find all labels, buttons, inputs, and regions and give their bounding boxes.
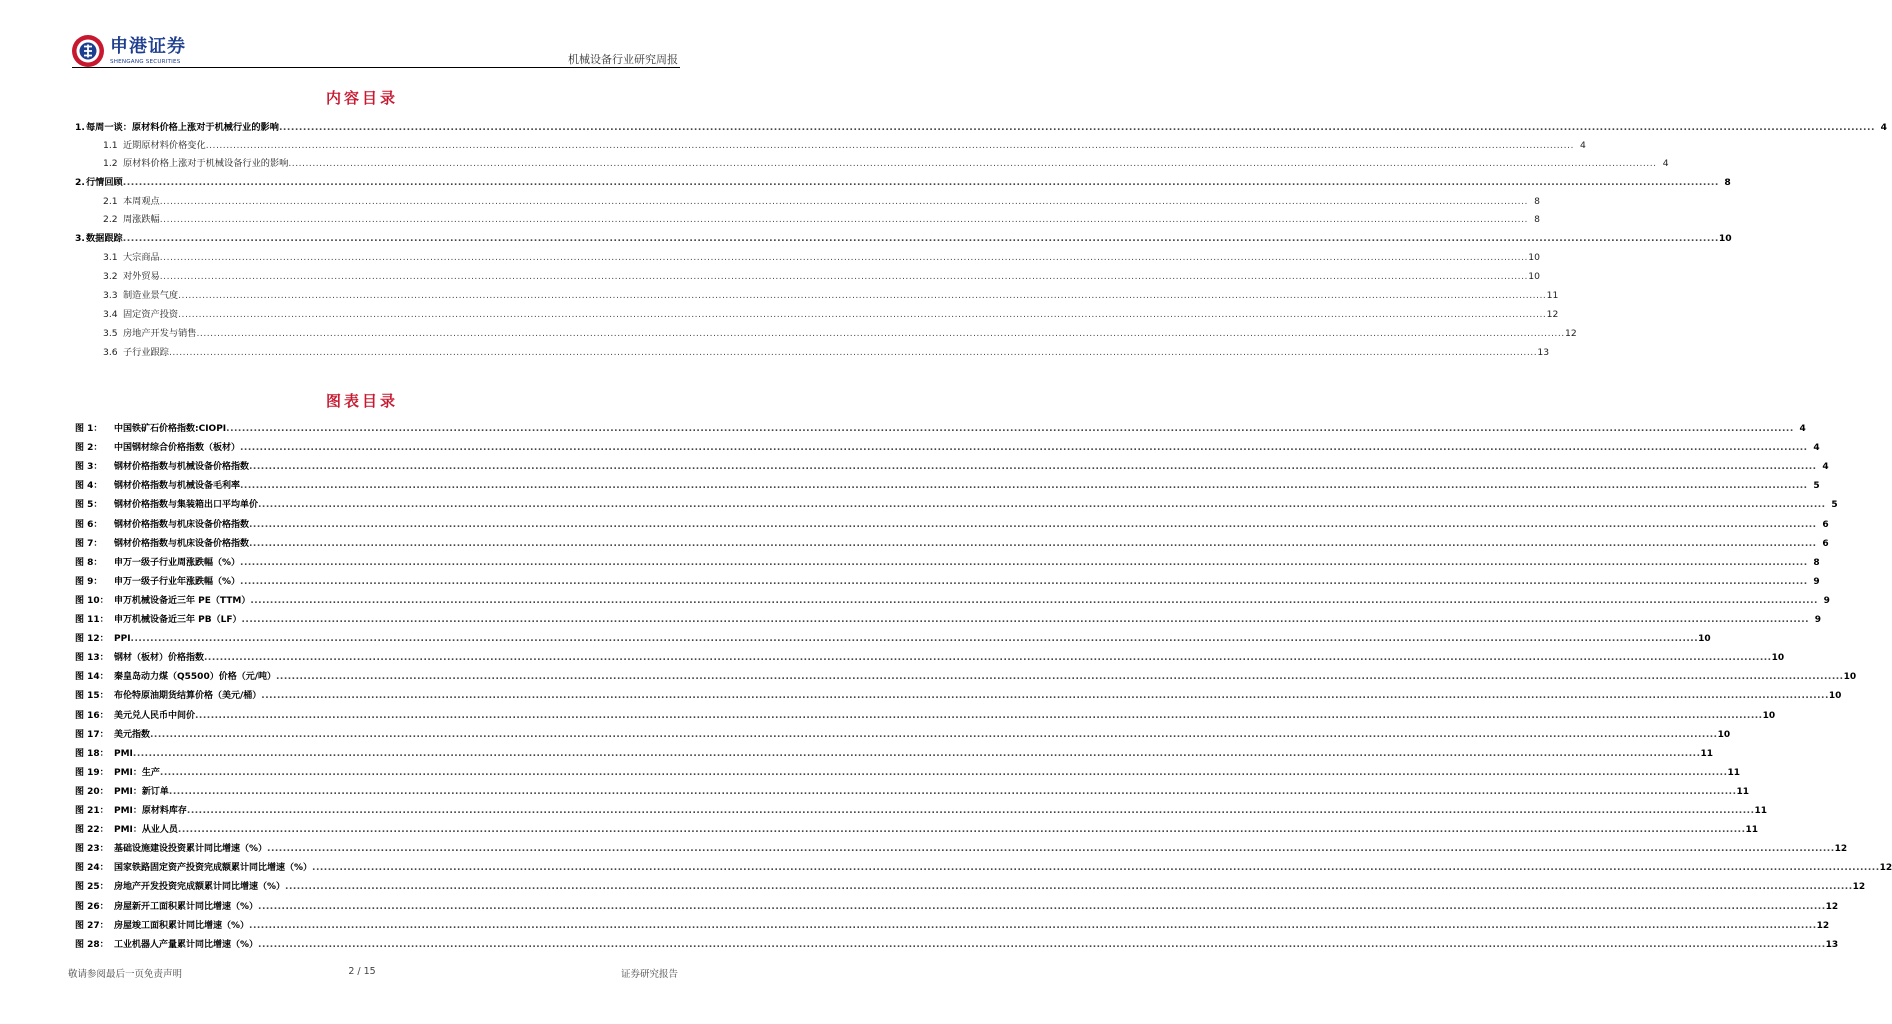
entry-number: 3.6: [103, 347, 118, 358]
toc-chapter-entry[interactable]: [75, 119, 1888, 133]
entry-number: 3.5: [103, 328, 118, 339]
entry-number: 图 13：: [75, 653, 109, 664]
entry-title: 中国钢材综合价格指数（板材）: [114, 443, 241, 454]
dot-leader: ................................................................................................................................................................................................................................................................................................................................................................................................................: [168, 786, 1737, 797]
entry-title: 子行业跟踪: [123, 347, 169, 358]
entry-page: 11: [1727, 767, 1741, 778]
entry-number: 图 3：: [75, 462, 103, 473]
figure-entry[interactable]: [75, 765, 1741, 779]
entry-page: 11: [1754, 806, 1768, 816]
entry-page: 10: [1528, 271, 1540, 282]
dot-leader: ................................................................................................................................................................................................................................................................................................................................................................................................................: [285, 882, 1853, 893]
figures-title: 图表目录: [325, 392, 398, 410]
company-name-en: SHENGANG SECURITIES: [110, 59, 181, 65]
entry-number: 图 27：: [75, 920, 109, 931]
dot-leader: ................................................................................................................................................................................................................................................................................................................................................................................................................: [312, 863, 1880, 874]
entry-page: 4: [1822, 462, 1829, 473]
entry-number: 2.: [75, 177, 85, 188]
entry-title: 周涨跌幅: [123, 214, 160, 225]
entry-page: 12: [1825, 901, 1839, 912]
entry-number: 3.3: [103, 290, 118, 301]
entry-number: 图 11：: [75, 615, 109, 625]
toc-section-entry[interactable]: [103, 249, 1540, 263]
figure-entry[interactable]: [75, 593, 1830, 607]
dot-leader: ................................................................................................................................................................................................................................................................................................................................................................................................................: [159, 767, 1728, 778]
entry-page: 8: [1724, 177, 1731, 188]
entry-title: 本周观点: [123, 196, 160, 207]
entry-page: 12: [1816, 920, 1830, 931]
figure-entry[interactable]: [75, 536, 1829, 550]
dot-leader: ................................................................................................................................................................................................................................................................................................................................................................................................................: [249, 538, 1817, 549]
dot-leader: ................................................................................................................................................................................................................................................................................................................................................................................................................: [122, 233, 1719, 244]
dot-leader: ................................................................................................................................................................................................................................................................................................................................................................................................................: [159, 214, 1528, 225]
entry-number: 图 24：: [75, 863, 109, 874]
dot-leader: ................................................................................................................................................................................................................................................................................................................................................................................................................: [150, 729, 1718, 740]
dot-leader: ................................................................................................................................................................................................................................................................................................................................................................................................................: [159, 196, 1528, 207]
entry-title: 申万一级子行业周涨跌幅（%）: [114, 557, 241, 568]
entry-page: 4: [1799, 424, 1806, 434]
dot-leader: ................................................................................................................................................................................................................................................................................................................................................................................................................: [178, 290, 1547, 301]
entry-page: 6: [1822, 519, 1829, 530]
entry-title: PMI：新订单: [114, 786, 169, 797]
toc-section-entry[interactable]: [103, 137, 1586, 151]
entry-page: 10: [1843, 672, 1857, 683]
dot-leader: ................................................................................................................................................................................................................................................................................................................................................................................................................: [258, 500, 1826, 511]
entry-page: 11: [1745, 825, 1759, 836]
entry-page: 10: [1698, 634, 1711, 645]
company-name: 申港证券: [110, 36, 186, 57]
entry-number: 图 26：: [75, 901, 109, 912]
dot-leader: ................................................................................................................................................................................................................................................................................................................................................................................................................: [240, 481, 1808, 492]
entry-title: PMI：原材料库存: [114, 806, 187, 816]
figure-entry[interactable]: [75, 612, 1822, 626]
entry-title: PMI: [114, 748, 133, 759]
entry-title: 行情回顾: [86, 177, 123, 188]
entry-page: 12: [1852, 882, 1866, 893]
report-type: 证券研究报告: [620, 969, 678, 980]
dot-leader: ................................................................................................................................................................................................................................................................................................................................................................................................................: [278, 122, 1876, 133]
entry-number: 图 20：: [75, 786, 109, 797]
dot-leader: ................................................................................................................................................................................................................................................................................................................................................................................................................: [132, 748, 1701, 759]
figure-entry[interactable]: [75, 708, 1776, 722]
figure-entry[interactable]: [75, 879, 1866, 893]
entry-title: 大宗商品: [123, 252, 160, 263]
entry-page: 12: [1879, 863, 1892, 874]
entry-page: 10: [1771, 653, 1785, 664]
dot-leader: ................................................................................................................................................................................................................................................................................................................................................................................................................: [267, 844, 1835, 855]
entry-title: 原材料价格上涨对于机械设备行业的影响: [123, 158, 289, 169]
entry-number: 3.1: [103, 252, 118, 263]
entry-number: 图 7：: [75, 538, 103, 549]
entry-title: 每周一谈：原材料价格上涨对于机械行业的影响: [86, 122, 279, 133]
toc-section-entry[interactable]: [103, 306, 1559, 320]
toc-section-entry[interactable]: [103, 325, 1577, 339]
entry-title: PPI: [114, 634, 131, 645]
dot-leader: ................................................................................................................................................................................................................................................................................................................................................................................................................: [130, 634, 1699, 645]
toc-section-entry[interactable]: [103, 211, 1540, 225]
entry-title: 美元指数: [114, 729, 151, 740]
entry-page: 10: [1718, 233, 1732, 244]
dot-leader: ................................................................................................................................................................................................................................................................................................................................................................................................................: [204, 653, 1772, 664]
dot-leader: ................................................................................................................................................................................................................................................................................................................................................................................................................: [186, 806, 1755, 816]
figure-entry[interactable]: [75, 746, 1714, 760]
entry-title: 钢材价格指数与机械设备价格指数: [114, 462, 250, 473]
entry-page: 10: [1528, 252, 1540, 263]
entry-number: 1.: [75, 122, 85, 133]
entry-number: 3.2: [103, 271, 118, 282]
entry-number: 3.: [75, 233, 85, 244]
company-logo-icon: [71, 34, 105, 68]
dot-leader: ................................................................................................................................................................................................................................................................................................................................................................................................................: [195, 710, 1763, 721]
dot-leader: ................................................................................................................................................................................................................................................................................................................................................................................................................: [177, 825, 1746, 836]
header-divider: [72, 67, 680, 68]
entry-page: 8: [1534, 196, 1540, 207]
figure-entry[interactable]: [75, 459, 1829, 473]
entry-number: 图 17：: [75, 729, 109, 740]
entry-title: 近期原材料价格变化: [123, 140, 206, 151]
dot-leader: ................................................................................................................................................................................................................................................................................................................................................................................................................: [168, 347, 1538, 358]
entry-title: 对外贸易: [123, 271, 160, 282]
figure-entry[interactable]: [75, 688, 1842, 702]
entry-title: 房地产开发与销售: [123, 328, 197, 339]
entry-page: 5: [1813, 481, 1820, 492]
entry-title: 钢材价格指数与机械设备毛利率: [114, 481, 241, 492]
entry-number: 图 19：: [75, 767, 109, 778]
entry-number: 3.4: [103, 309, 118, 320]
entry-title: PMI：生产: [114, 767, 160, 778]
entry-number: 图 10：: [75, 595, 109, 606]
entry-page: 9: [1813, 576, 1820, 587]
toc-section-entry[interactable]: [103, 155, 1669, 169]
dot-leader: ................................................................................................................................................................................................................................................................................................................................................................................................................: [261, 691, 1829, 702]
entry-number: 2.1: [103, 196, 118, 207]
entry-page: 12: [1564, 328, 1577, 339]
toc-section-entry[interactable]: [103, 287, 1559, 301]
entry-title: 中国铁矿石价格指数:CIOPI: [114, 424, 227, 434]
figure-entry[interactable]: [75, 822, 1759, 836]
figure-entry[interactable]: [75, 440, 1820, 454]
entry-page: 12: [1546, 309, 1559, 320]
entry-title: 国家铁路固定资产投资完成额累计同比增速（%）: [114, 863, 313, 874]
figure-entry[interactable]: [75, 841, 1848, 855]
figure-entry[interactable]: [75, 784, 1750, 798]
entry-page: 10: [1762, 710, 1776, 721]
toc-section-entry[interactable]: [103, 193, 1540, 207]
entry-page: 10: [1717, 729, 1731, 740]
dot-leader: ................................................................................................................................................................................................................................................................................................................................................................................................................: [258, 939, 1826, 950]
dot-leader: ................................................................................................................................................................................................................................................................................................................................................................................................................: [196, 328, 1565, 339]
figure-entry[interactable]: [75, 650, 1785, 664]
toc-chapter-entry[interactable]: [75, 174, 1731, 188]
dot-leader: ................................................................................................................................................................................................................................................................................................................................................................................................................: [249, 462, 1817, 473]
contents-title: 内容目录: [325, 89, 398, 107]
entry-number: 图 22：: [75, 825, 109, 836]
page-number: 2 / 15: [348, 966, 376, 977]
entry-title: 制造业景气度: [123, 290, 179, 301]
entry-page: 10: [1828, 691, 1842, 702]
figure-entry[interactable]: [75, 574, 1820, 588]
entry-title: 申万机械设备近三年 PB（LF）: [114, 615, 242, 625]
entry-number: 图 18：: [75, 748, 109, 759]
entry-number: 图 1：: [75, 424, 103, 434]
entry-title: 钢材价格指数与集装箱出口平均单价: [114, 500, 259, 511]
figure-entry[interactable]: [75, 860, 1892, 874]
entry-title: 布伦特原油期货结算价格（美元/桶）: [114, 691, 262, 702]
entry-title: 秦皇岛动力煤（Q5500）价格（元/吨）: [114, 672, 276, 683]
entry-page: 4: [1662, 158, 1669, 169]
entry-title: 数据跟踪: [86, 233, 123, 244]
dot-leader: ................................................................................................................................................................................................................................................................................................................................................................................................................: [250, 595, 1818, 606]
toc-chapter-entry[interactable]: [75, 230, 1732, 244]
dot-leader: ................................................................................................................................................................................................................................................................................................................................................................................................................: [240, 576, 1808, 587]
entry-number: 1.1: [103, 140, 118, 151]
entry-number: 图 28：: [75, 939, 109, 950]
figure-entry[interactable]: [75, 727, 1731, 741]
entry-number: 图 14：: [75, 672, 109, 683]
entry-page: 8: [1813, 557, 1820, 568]
dot-leader: ................................................................................................................................................................................................................................................................................................................................................................................................................: [240, 557, 1808, 568]
dot-leader: ................................................................................................................................................................................................................................................................................................................................................................................................................: [241, 615, 1810, 625]
entry-title: 基础设施建设投资累计同比增速（%）: [114, 844, 268, 855]
entry-page: 13: [1537, 347, 1550, 358]
entry-page: 11: [1700, 748, 1714, 759]
figure-entry[interactable]: [75, 421, 1806, 435]
entry-page: 13: [1825, 939, 1839, 950]
entry-number: 图 5：: [75, 500, 103, 511]
entry-number: 图 2：: [75, 443, 103, 454]
entry-number: 1.2: [103, 158, 118, 169]
entry-number: 图 15：: [75, 691, 109, 702]
dot-leader: ................................................................................................................................................................................................................................................................................................................................................................................................................: [178, 309, 1547, 320]
entry-title: 钢材（板材）价格指数: [114, 653, 205, 664]
dot-leader: ................................................................................................................................................................................................................................................................................................................................................................................................................: [159, 252, 1528, 263]
entry-page: 11: [1736, 786, 1750, 797]
entry-number: 图 12：: [75, 634, 109, 645]
figure-entry[interactable]: [75, 937, 1839, 951]
figure-entry[interactable]: [75, 803, 1768, 817]
dot-leader: ................................................................................................................................................................................................................................................................................................................................................................................................................: [159, 271, 1528, 282]
figure-entry[interactable]: [75, 669, 1857, 683]
entry-title: PMI：从业人员: [114, 825, 178, 836]
entry-page: 9: [1814, 615, 1822, 625]
entry-page: 4: [1580, 140, 1586, 151]
entry-page: 5: [1831, 500, 1838, 511]
entry-page: 6: [1822, 538, 1829, 549]
entry-title: 钢材价格指数与机床设备价格指数: [114, 519, 250, 530]
entry-page: 12: [1834, 844, 1848, 855]
dot-leader: ................................................................................................................................................................................................................................................................................................................................................................................................................: [288, 158, 1657, 169]
entry-title: 房屋竣工面积累计同比增速（%）: [114, 920, 250, 931]
figure-entry[interactable]: [75, 899, 1839, 913]
entry-title: 钢材价格指数与机床设备价格指数: [114, 538, 250, 549]
figure-entry[interactable]: [75, 517, 1829, 531]
entry-number: 图 21：: [75, 806, 109, 816]
entry-page: 4: [1880, 122, 1888, 133]
dot-leader: ................................................................................................................................................................................................................................................................................................................................................................................................................: [249, 519, 1817, 530]
dot-leader: ................................................................................................................................................................................................................................................................................................................................................................................................................: [240, 443, 1808, 454]
figure-entry[interactable]: [75, 478, 1820, 492]
toc-section-entry[interactable]: [103, 268, 1540, 282]
entry-number: 2.2: [103, 214, 118, 225]
entry-number: 图 6：: [75, 519, 103, 530]
entry-title: 工业机器人产量累计同比增速（%）: [114, 939, 259, 950]
entry-title: 固定资产投资: [123, 309, 179, 320]
figure-entry[interactable]: [75, 555, 1820, 569]
entry-number: 图 8：: [75, 557, 103, 568]
entry-title: 申万机械设备近三年 PE（TTM）: [114, 595, 251, 606]
entry-number: 图 4：: [75, 481, 103, 492]
report-title: 机械设备行业研究周报: [568, 53, 678, 66]
figure-entry[interactable]: [75, 631, 1711, 645]
dot-leader: ................................................................................................................................................................................................................................................................................................................................................................................................................: [258, 901, 1826, 912]
entry-number: 图 23：: [75, 844, 109, 855]
dot-leader: ................................................................................................................................................................................................................................................................................................................................................................................................................: [122, 177, 1719, 188]
entry-title: 房屋新开工面积累计同比增速（%）: [114, 901, 259, 912]
dot-leader: ................................................................................................................................................................................................................................................................................................................................................................................................................: [205, 140, 1574, 151]
dot-leader: ................................................................................................................................................................................................................................................................................................................................................................................................................: [226, 424, 1794, 434]
entry-title: 申万一级子行业年涨跌幅（%）: [114, 576, 241, 587]
entry-page: 4: [1813, 443, 1820, 454]
disclaimer-note: 敬请参阅最后一页免责声明: [68, 969, 183, 980]
entry-page: 11: [1546, 290, 1559, 301]
dot-leader: ................................................................................................................................................................................................................................................................................................................................................................................................................: [249, 920, 1817, 931]
entry-title: 美元兑人民币中间价: [114, 710, 196, 721]
entry-number: 图 9：: [75, 576, 103, 587]
entry-page: 9: [1823, 595, 1830, 606]
figure-entry[interactable]: [75, 497, 1838, 511]
toc-section-entry[interactable]: [103, 344, 1550, 358]
dot-leader: ................................................................................................................................................................................................................................................................................................................................................................................................................: [276, 672, 1844, 683]
figure-entry[interactable]: [75, 918, 1830, 932]
entry-number: 图 25：: [75, 882, 109, 893]
entry-number: 图 16：: [75, 710, 109, 721]
entry-page: 8: [1534, 214, 1540, 225]
entry-title: 房地产开发投资完成额累计同比增速（%）: [114, 882, 286, 893]
